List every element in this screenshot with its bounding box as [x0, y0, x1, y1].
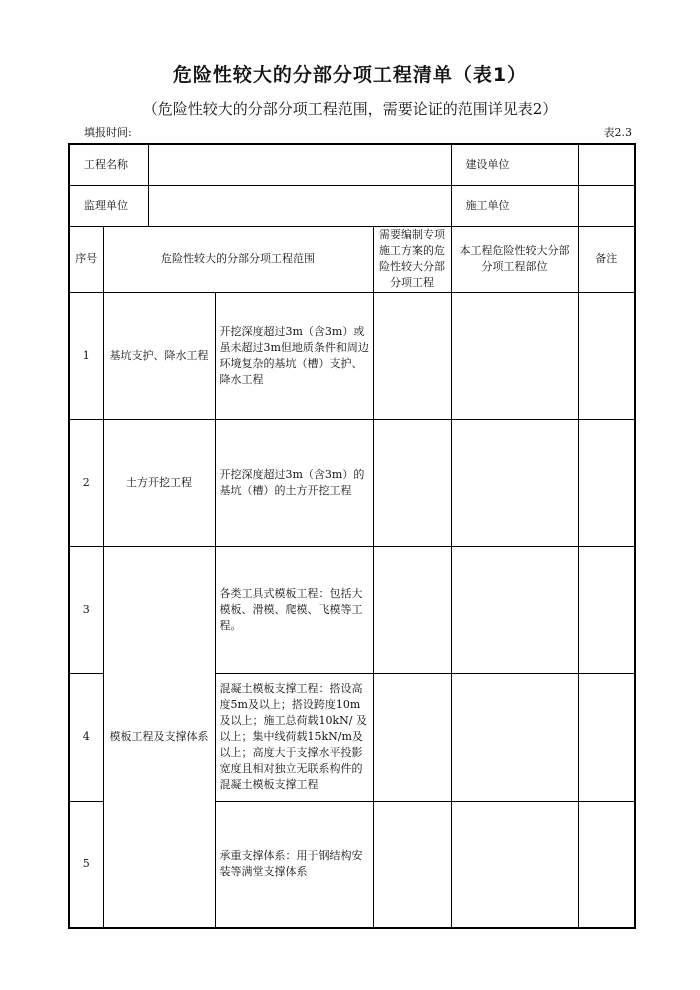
row-remarks-cell[interactable]	[578, 801, 635, 928]
table-row	[69, 419, 635, 546]
row-remarks-cell[interactable]	[578, 292, 635, 419]
header-remarks: 备注	[578, 226, 635, 292]
header-project-parts: 本工程危险性较大分部分项工程部位	[451, 226, 578, 292]
header-special-plan: 需要编制专项施工方案的危险性较大分部分项工程	[373, 226, 451, 292]
header-seq: 序号	[69, 226, 103, 292]
row-remarks-cell[interactable]	[578, 546, 635, 673]
contractor-unit-label: 施工单位	[451, 185, 578, 226]
row-project-parts-cell[interactable]	[451, 292, 578, 419]
row-seq: 5	[69, 801, 103, 928]
row-remarks-cell[interactable]	[578, 419, 635, 546]
info-row-2	[69, 185, 635, 226]
row-scope: 混凝土模板支撑工程：搭设高度5m及以上；搭设跨度10m及以上；施工总荷载10kN/ 及以上；集中线荷载15kN/m及以上；高度大于支撑水平投影宽度且相对独立无联系构件的混凝土模板支撑工程	[215, 673, 373, 801]
construction-unit-value[interactable]	[578, 144, 635, 185]
contractor-unit-value[interactable]	[578, 185, 635, 226]
project-name-value[interactable]	[148, 144, 451, 185]
supervision-unit-label: 监理单位	[69, 185, 148, 226]
row-category: 基坑支护、降水工程	[103, 292, 215, 419]
hazard-list-table	[68, 143, 636, 929]
row-seq: 1	[69, 292, 103, 419]
row-scope: 各类工具式模板工程：包括大模板、滑模、爬模、飞模等工程。	[215, 546, 373, 673]
form-title: 危险性较大的分部分项工程清单（表1）	[172, 64, 528, 86]
row-seq: 3	[69, 546, 103, 673]
row-special-plan-cell[interactable]	[373, 419, 451, 546]
row-category: 模板工程及支撑体系	[103, 546, 215, 928]
info-row-1	[69, 144, 635, 185]
header-scope: 危险性较大的分部分项工程范围	[103, 226, 373, 292]
row-scope: 开挖深度超过3m（含3m）或虽未超过3m但地质条件和周边环境复杂的基坑（槽）支护、降水工程	[215, 292, 373, 419]
form-subtitle: （危险性较大的分部分项工程范围，需要论证的范围详见表2）	[142, 100, 558, 118]
row-seq: 2	[69, 419, 103, 546]
row-scope: 开挖深度超过3m（含3m）的基坑（槽）的土方开挖工程	[215, 419, 373, 546]
fill-time-label: 填报时间:	[84, 126, 132, 139]
project-name-label: 工程名称	[69, 144, 148, 185]
header-row	[69, 226, 635, 292]
supervision-unit-value[interactable]	[148, 185, 451, 226]
row-remarks-cell[interactable]	[578, 673, 635, 801]
construction-unit-label: 建设单位	[451, 144, 578, 185]
row-project-parts-cell[interactable]	[451, 801, 578, 928]
row-special-plan-cell[interactable]	[373, 546, 451, 673]
row-seq: 4	[69, 673, 103, 801]
row-special-plan-cell[interactable]	[373, 673, 451, 801]
row-project-parts-cell[interactable]	[451, 419, 578, 546]
row-special-plan-cell[interactable]	[373, 292, 451, 419]
table-row	[69, 546, 635, 673]
row-category: 土方开挖工程	[103, 419, 215, 546]
row-scope: 承重支撑体系：用于钢结构安装等满堂支撑体系	[215, 801, 373, 928]
row-project-parts-cell[interactable]	[451, 673, 578, 801]
table-row	[69, 292, 635, 419]
row-project-parts-cell[interactable]	[451, 546, 578, 673]
row-special-plan-cell[interactable]	[373, 801, 451, 928]
form-code: 表2.3	[603, 126, 632, 139]
